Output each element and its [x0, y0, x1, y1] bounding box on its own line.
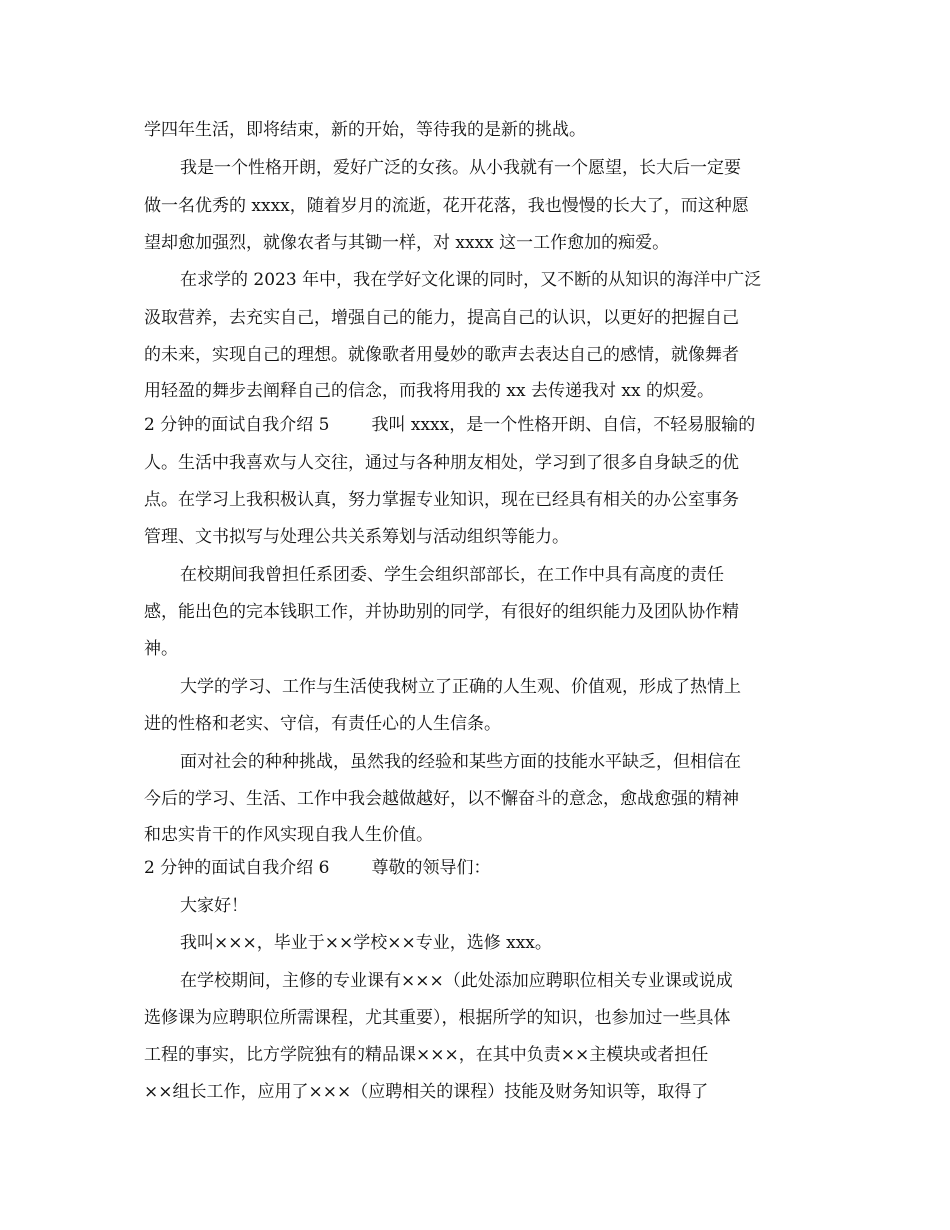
- paragraph-line: 工程的事实，比方学院独有的精品课×××，在其中负责××主模块或者担任: [144, 1045, 709, 1065]
- paragraph-line: 进的性格和老实、守信，有责任心的人生信条。: [144, 714, 501, 734]
- paragraph-line: ××组长工作，应用了×××（应聘相关的课程）技能及财务知识等，取得了: [144, 1082, 709, 1102]
- paragraph-line: 的未来，实现自己的理想。就像歌者用曼妙的歌声去表达自己的感情，就像舞者: [144, 345, 739, 365]
- paragraph-line: 在校期间我曾担任系团委、学生会组织部部长，在工作中具有高度的责任: [180, 565, 724, 585]
- section-heading: 2 分钟的面试自我介绍 5: [144, 415, 330, 435]
- paragraph-line: 我叫×××，毕业于××学校××专业，选修 xxx。: [180, 933, 552, 953]
- section-first-line: 我叫 xxxx，是一个性格开朗、自信，不轻易服输的: [371, 415, 756, 435]
- paragraph-line: 面对社会的种种挑战，虽然我的经验和某些方面的技能水平缺乏，但相信在: [180, 752, 741, 772]
- section-heading: 2 分钟的面试自我介绍 6: [144, 858, 330, 878]
- paragraph-line: 用轻盈的舞步去阐释自己的信念，而我将用我的 xx 去传递我对 xx 的炽爱。: [144, 381, 714, 401]
- paragraph-line: 汲取营养，去充实自己，增强自己的能力，提高自己的认识，以更好的把握自己: [144, 308, 739, 328]
- paragraph-line: 学四年生活，即将结束，新的开始，等待我的是新的挑战。: [144, 120, 586, 140]
- section-first-line: 尊敬的领导们：: [371, 858, 491, 878]
- paragraph-line: 点。在学习上我积极认真，努力掌握专业知识，现在已经具有相关的办公室事务: [144, 490, 739, 510]
- section-heading-line: [144, 413, 824, 437]
- paragraph-line: 在求学的 2023 年中，我在学好文化课的同时，又不断的从知识的海洋中广泛: [180, 270, 762, 290]
- section-heading-line: [144, 856, 824, 880]
- paragraph-line: 在学校期间，主修的专业课有×××（此处添加应聘职位相关专业课或说成: [180, 971, 733, 991]
- paragraph-line: 我是一个性格开朗，爱好广泛的女孩。从小我就有一个愿望，长大后一定要: [180, 158, 741, 178]
- paragraph-line: 神。: [144, 639, 178, 659]
- paragraph-line: 望却愈加强烈，就像农者与其锄一样，对 xxxx 这一工作愈加的痴爱。: [144, 233, 670, 253]
- paragraph-line: 感，能出色的完本钱职工作，并协助别的同学，有很好的组织能力及团队协作精: [144, 602, 739, 622]
- paragraph-line: 今后的学习、生活、工作中我会越做越好，以不懈奋斗的意念，愈战愈强的精神: [144, 789, 739, 809]
- paragraph-line: 大家好！: [180, 896, 248, 916]
- paragraph-line: 选修课为应聘职位所需课程，尤其重要），根据所学的知识，也参加过一些具体: [144, 1008, 731, 1028]
- paragraph-line: 做一名优秀的 xxxx，随着岁月的流逝，花开花落，我也慢慢的长大了，而这种愿: [144, 196, 749, 216]
- paragraph-line: 管理、文书拟写与处理公共关系筹划与活动组织等能力。: [144, 527, 569, 547]
- paragraph-line: 人。生活中我喜欢与人交往，通过与各种朋友相处，学习到了很多自身缺乏的优: [144, 453, 739, 473]
- paragraph-line: 大学的学习、工作与生活使我树立了正确的人生观、价值观，形成了热情上: [180, 677, 741, 697]
- paragraph-line: 和忠实肯干的作风实现自我人生价值。: [144, 825, 433, 845]
